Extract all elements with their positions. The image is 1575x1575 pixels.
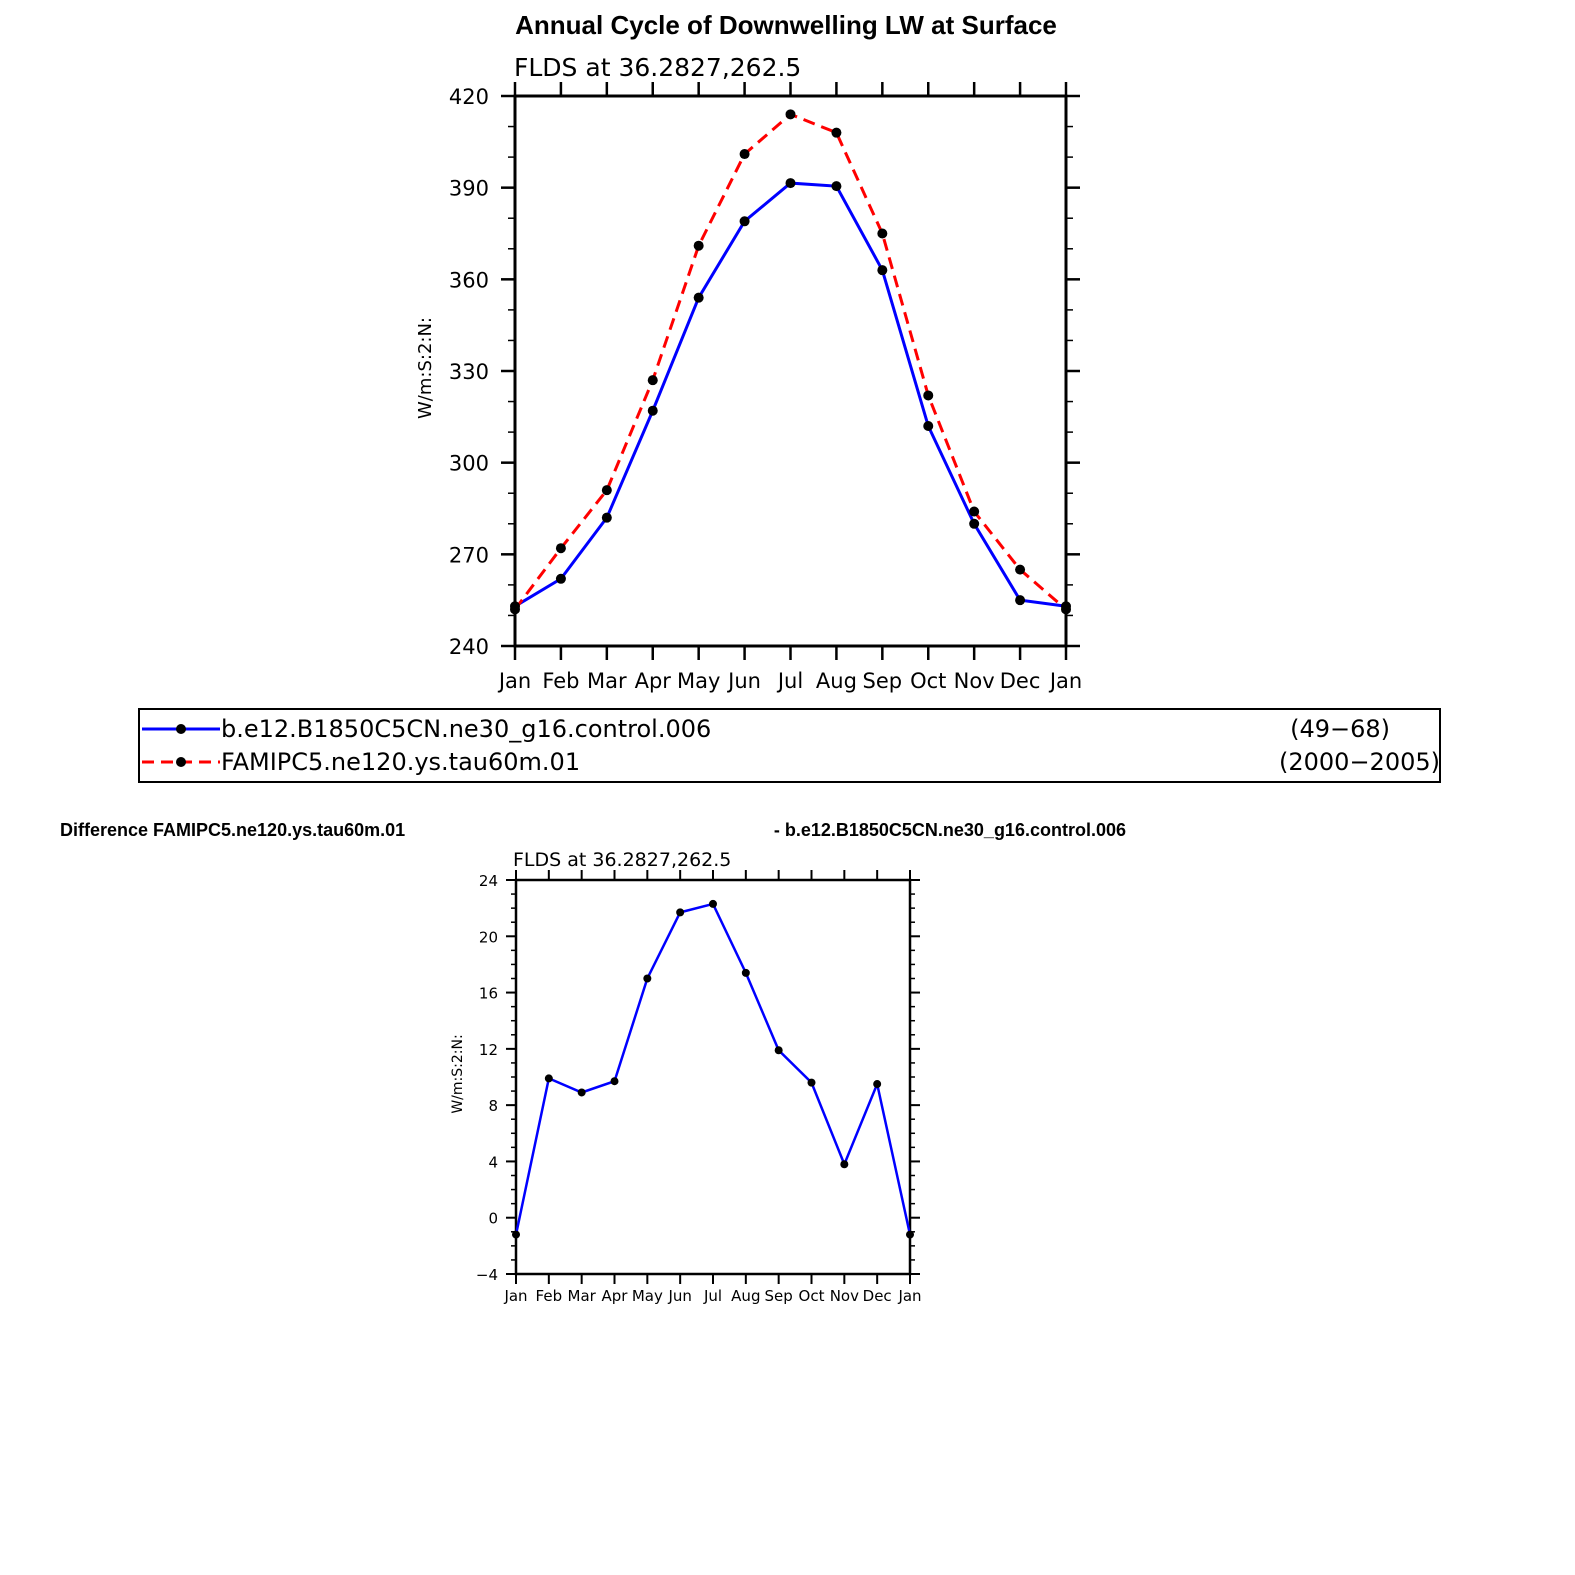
series-0-point (742, 969, 750, 977)
y-tick-label: 24 (478, 872, 498, 890)
series-0-point (545, 1074, 553, 1082)
x-tick-label: Nov (829, 1287, 859, 1305)
x-tick-label: May (631, 1287, 663, 1305)
series-0-point (786, 178, 796, 188)
y-tick-label: 12 (478, 1040, 498, 1059)
series-1-point (1061, 604, 1071, 614)
x-tick-label: Sep (764, 1287, 793, 1305)
legend-label-famip: FAMIPC5.ne120.ys.tau60m.01 (221, 748, 581, 776)
series-0-point (840, 1160, 848, 1168)
x-tick-label: Jun (668, 1287, 692, 1305)
x-tick-label: Nov (953, 669, 995, 693)
x-tick-label: Apr (634, 669, 671, 693)
series-0-point (969, 519, 979, 529)
series-1-point (602, 485, 612, 495)
x-tick-label: Dec (862, 1287, 892, 1305)
y-tick-label: 20 (478, 928, 498, 947)
difference-title-left: Difference FAMIPC5.ne120.ys.tau60m.01 (60, 820, 406, 840)
series-0-point (611, 1077, 619, 1085)
series-0-point (831, 181, 841, 191)
x-tick-label: Jul (777, 669, 804, 693)
series-0-point (775, 1046, 783, 1054)
series-1-point (694, 241, 704, 251)
y-tick-label: 240 (448, 635, 489, 659)
series-1-point (786, 109, 796, 119)
x-tick-label: Jun (728, 669, 761, 693)
series-0-point (578, 1088, 586, 1096)
series-0-point (512, 1231, 520, 1239)
y-tick-label: 4 (488, 1153, 498, 1172)
legend (139, 709, 1440, 782)
series-1-point (969, 507, 979, 517)
legend-label-control: b.e12.B1850C5CN.ne30_g16.control.006 (221, 715, 712, 743)
series-1-point (648, 375, 658, 385)
chart-subtitle: FLDS at 36.2827,262.5 (514, 53, 802, 82)
x-tick-label: Jan (898, 1287, 922, 1305)
series-1-point (923, 390, 933, 400)
x-tick-label: Feb (542, 669, 580, 693)
x-tick-label: Oct (798, 1287, 825, 1305)
x-tick-label: Jan (498, 669, 532, 693)
series-1-point (1015, 565, 1025, 575)
x-tick-label: Dec (999, 669, 1041, 693)
x-tick-label: May (676, 669, 721, 693)
series-0-point (740, 216, 750, 226)
legend-marker-famip (176, 757, 186, 767)
y-tick-label: 0 (488, 1209, 498, 1228)
series-0-point (923, 421, 933, 431)
y-tick-label: −4 (475, 1266, 498, 1284)
y-tick-label: 300 (448, 451, 489, 476)
series-0-point (808, 1079, 816, 1087)
legend-years-control: (49−68) (1290, 715, 1390, 743)
series-0-point (556, 574, 566, 584)
x-tick-label: Sep (862, 669, 903, 693)
y-tick-label: 16 (478, 984, 498, 1003)
x-tick-label: Aug (731, 1287, 761, 1305)
difference-y-axis-title: W/m:S:2:N: (450, 1034, 466, 1114)
difference-plot (476, 870, 922, 1305)
series-line-0 (515, 183, 1066, 606)
difference-subtitle: FLDS at 36.2827,262.5 (513, 849, 732, 871)
legend-years-famip: (2000−2005) (1279, 748, 1440, 776)
y-tick-label: 420 (448, 85, 489, 109)
y-tick-label: 360 (448, 268, 489, 293)
series-0-point (676, 908, 684, 916)
x-tick-label: Jul (703, 1287, 723, 1305)
series-0-point (906, 1231, 914, 1239)
series-line-1 (515, 114, 1066, 609)
series-1-point (556, 543, 566, 553)
series-0-point (694, 293, 704, 303)
series-0-point (1015, 595, 1025, 605)
series-1-point (510, 604, 520, 614)
x-tick-label: Aug (815, 669, 857, 693)
x-tick-label: Mar (567, 1287, 596, 1305)
annual-cycle-plot (449, 82, 1082, 693)
series-0-point (648, 406, 658, 416)
x-tick-label: Apr (601, 1287, 628, 1305)
plot-frame (516, 880, 910, 1274)
series-1-point (740, 149, 750, 159)
series-1-point (831, 128, 841, 138)
x-tick-label: Jan (504, 1287, 528, 1305)
y-tick-label: 8 (488, 1097, 498, 1116)
difference-title-right: - b.e12.B1850C5CN.ne30_g16.control.006 (773, 820, 1126, 840)
series-0-point (709, 900, 717, 908)
series-0-point (873, 1080, 881, 1088)
series-0-point (643, 975, 651, 983)
x-tick-label: Oct (910, 669, 947, 693)
x-tick-label: Jan (1049, 669, 1083, 693)
y-tick-label: 270 (448, 543, 489, 568)
chart-title: Annual Cycle of Downwelling LW at Surface (515, 10, 1057, 40)
x-tick-label: Feb (535, 1287, 563, 1305)
y-tick-label: 330 (448, 360, 489, 384)
legend-marker-control (176, 724, 186, 734)
series-1-point (877, 229, 887, 239)
series-line-0 (516, 904, 910, 1235)
y-tick-label: 390 (448, 176, 489, 201)
series-0-point (602, 513, 612, 523)
x-tick-label: Mar (587, 669, 627, 693)
y-axis-title: W/m:S:2:N: (415, 317, 436, 419)
series-0-point (877, 265, 887, 275)
